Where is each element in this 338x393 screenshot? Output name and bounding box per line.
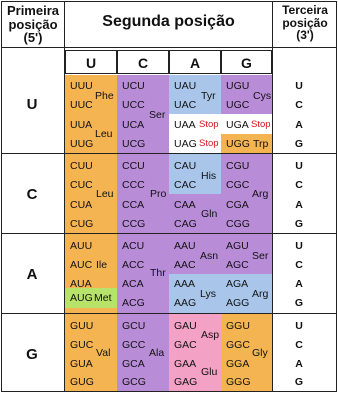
third-nucleotide: G	[294, 138, 304, 150]
codon: AGG	[226, 297, 250, 309]
amino-acid-label: Arg	[252, 188, 269, 200]
amino-acid-label: Ala	[149, 347, 165, 359]
amino-acid-label: Glu	[201, 366, 218, 378]
third-nucleotide: G	[294, 297, 304, 309]
amino-acid-label: Pro	[150, 188, 167, 200]
third-nucleotide: G	[294, 376, 304, 388]
codon: CAU	[174, 160, 197, 172]
amino-acid-label: Leu	[95, 128, 113, 140]
amino-acid-label: Lys	[200, 288, 216, 300]
codon: GCU	[122, 320, 146, 332]
third-nucleotide: A	[295, 119, 303, 131]
third-nucleotide: U	[295, 240, 303, 252]
column-header-a: A	[169, 50, 221, 74]
codon: UUC	[70, 99, 93, 111]
amino-acid-label: His	[201, 170, 217, 182]
codon: UGC	[226, 99, 250, 111]
codon: AGC	[226, 259, 249, 271]
codon: UGG	[226, 138, 250, 150]
third-nucleotide: A	[295, 278, 303, 290]
third-nucleotide: U	[295, 320, 303, 332]
amino-acid-label: Ser	[149, 109, 166, 121]
codon: GCA	[122, 358, 145, 370]
second-position-header: Segunda posição	[102, 13, 235, 30]
codon: AUA	[70, 278, 92, 290]
codon: GGG	[226, 376, 251, 388]
third-nucleotide: C	[295, 99, 303, 111]
codon: CAG	[174, 218, 197, 230]
amino-acid-label: Phe	[95, 90, 114, 102]
codon-block-au-pad	[65, 308, 117, 313]
amino-acid-label: Leu	[96, 188, 114, 200]
third-nucleotide: U	[295, 80, 303, 92]
amino-acid-label: Met	[94, 292, 112, 304]
third-nucleotide: C	[295, 259, 303, 271]
codon: CGA	[226, 199, 249, 211]
codon: UGA	[226, 119, 249, 131]
codon: AAA	[174, 278, 196, 290]
codon: UAC	[174, 99, 197, 111]
codon: AGA	[226, 278, 249, 290]
codon: CCG	[122, 218, 146, 230]
column-header-c: C	[117, 50, 169, 74]
codon: GUU	[70, 320, 94, 332]
codon: GAC	[174, 339, 197, 351]
amino-acid-label: Asp	[201, 329, 220, 341]
stop-label: Stop	[199, 138, 219, 149]
codon: CAA	[174, 199, 196, 211]
amino-acid-label: Ser	[252, 250, 269, 262]
first-nucleotide-c: C	[26, 186, 38, 203]
amino-acid-label: Gln	[201, 208, 218, 220]
amino-acid-label: Trp	[253, 138, 269, 150]
codon: GCC	[122, 339, 146, 351]
first-nucleotide-a: A	[26, 266, 38, 283]
third-nucleotide: U	[295, 160, 303, 172]
codon: GGU	[226, 320, 250, 332]
codon: GGA	[226, 358, 250, 370]
codon: UUA	[70, 119, 93, 131]
codon: CUU	[70, 160, 93, 172]
stop-label: Stop	[199, 119, 219, 130]
codon: GUA	[70, 358, 93, 370]
codon: CCU	[122, 160, 145, 172]
third-nucleotide: A	[295, 199, 303, 211]
codon: GAU	[174, 320, 197, 332]
third-position-header: Terceira posição (3')	[282, 3, 328, 43]
codon: CUC	[70, 179, 93, 191]
amino-acid-label: Arg	[252, 288, 269, 300]
first-nucleotide-g: G	[26, 346, 38, 363]
codon: UCG	[122, 138, 146, 150]
codon: AUU	[70, 240, 93, 252]
third-nucleotide: A	[295, 358, 303, 370]
codon: UCC	[122, 99, 145, 111]
codon: AAG	[174, 297, 197, 309]
codon: AGU	[226, 240, 249, 252]
codon: UGU	[226, 80, 250, 92]
codon: UCA	[122, 119, 145, 131]
third-nucleotide: C	[295, 179, 303, 191]
codon: UAG	[174, 138, 197, 150]
codon: UAU	[174, 80, 197, 92]
header-divider	[1, 47, 337, 48]
codon: CUG	[70, 218, 94, 230]
third-nucleotide: G	[294, 218, 304, 230]
first-nucleotide-u: U	[26, 96, 38, 113]
amino-acid-label: Thr	[150, 267, 166, 279]
column-header-u: U	[65, 50, 117, 74]
amino-acid-label: Gly	[252, 347, 268, 359]
codon: AAU	[174, 240, 196, 252]
amino-acid-label: Tyr	[201, 90, 216, 102]
codon: GGC	[226, 339, 250, 351]
codon: UUU	[70, 80, 93, 92]
codon: ACA	[122, 278, 144, 290]
codon: ACG	[122, 297, 145, 309]
amino-acid-label: Cys	[253, 90, 272, 102]
codon: ACU	[122, 240, 145, 252]
codon: GUC	[70, 339, 94, 351]
codon: ACC	[122, 259, 145, 271]
codon: UCU	[122, 80, 145, 92]
codon: GCG	[122, 376, 146, 388]
codon: UUG	[70, 138, 94, 150]
codon: CAC	[174, 179, 197, 191]
stop-label: Stop	[251, 119, 271, 130]
column-header-g: G	[221, 50, 272, 74]
first-position-header: Primeira posição (5')	[6, 3, 60, 46]
codon: GAG	[174, 376, 198, 388]
codon: UAA	[174, 119, 196, 131]
codon: GUG	[70, 376, 94, 388]
codon: AUC	[70, 259, 93, 271]
amino-acid-label: Asn	[200, 250, 219, 262]
codon: CGU	[226, 160, 250, 172]
codon: CGG	[226, 218, 250, 230]
codon: AAC	[174, 259, 196, 271]
codon: CCA	[122, 199, 145, 211]
codon: AUG	[70, 292, 93, 304]
codon: CCC	[122, 179, 145, 191]
third-col-divider	[272, 1, 273, 392]
amino-acid-label: Ile	[96, 259, 108, 271]
codon: CUA	[70, 199, 93, 211]
third-nucleotide: C	[295, 339, 303, 351]
codon: CGC	[226, 179, 250, 191]
codon: GAA	[174, 358, 197, 370]
amino-acid-label: Val	[96, 347, 111, 359]
